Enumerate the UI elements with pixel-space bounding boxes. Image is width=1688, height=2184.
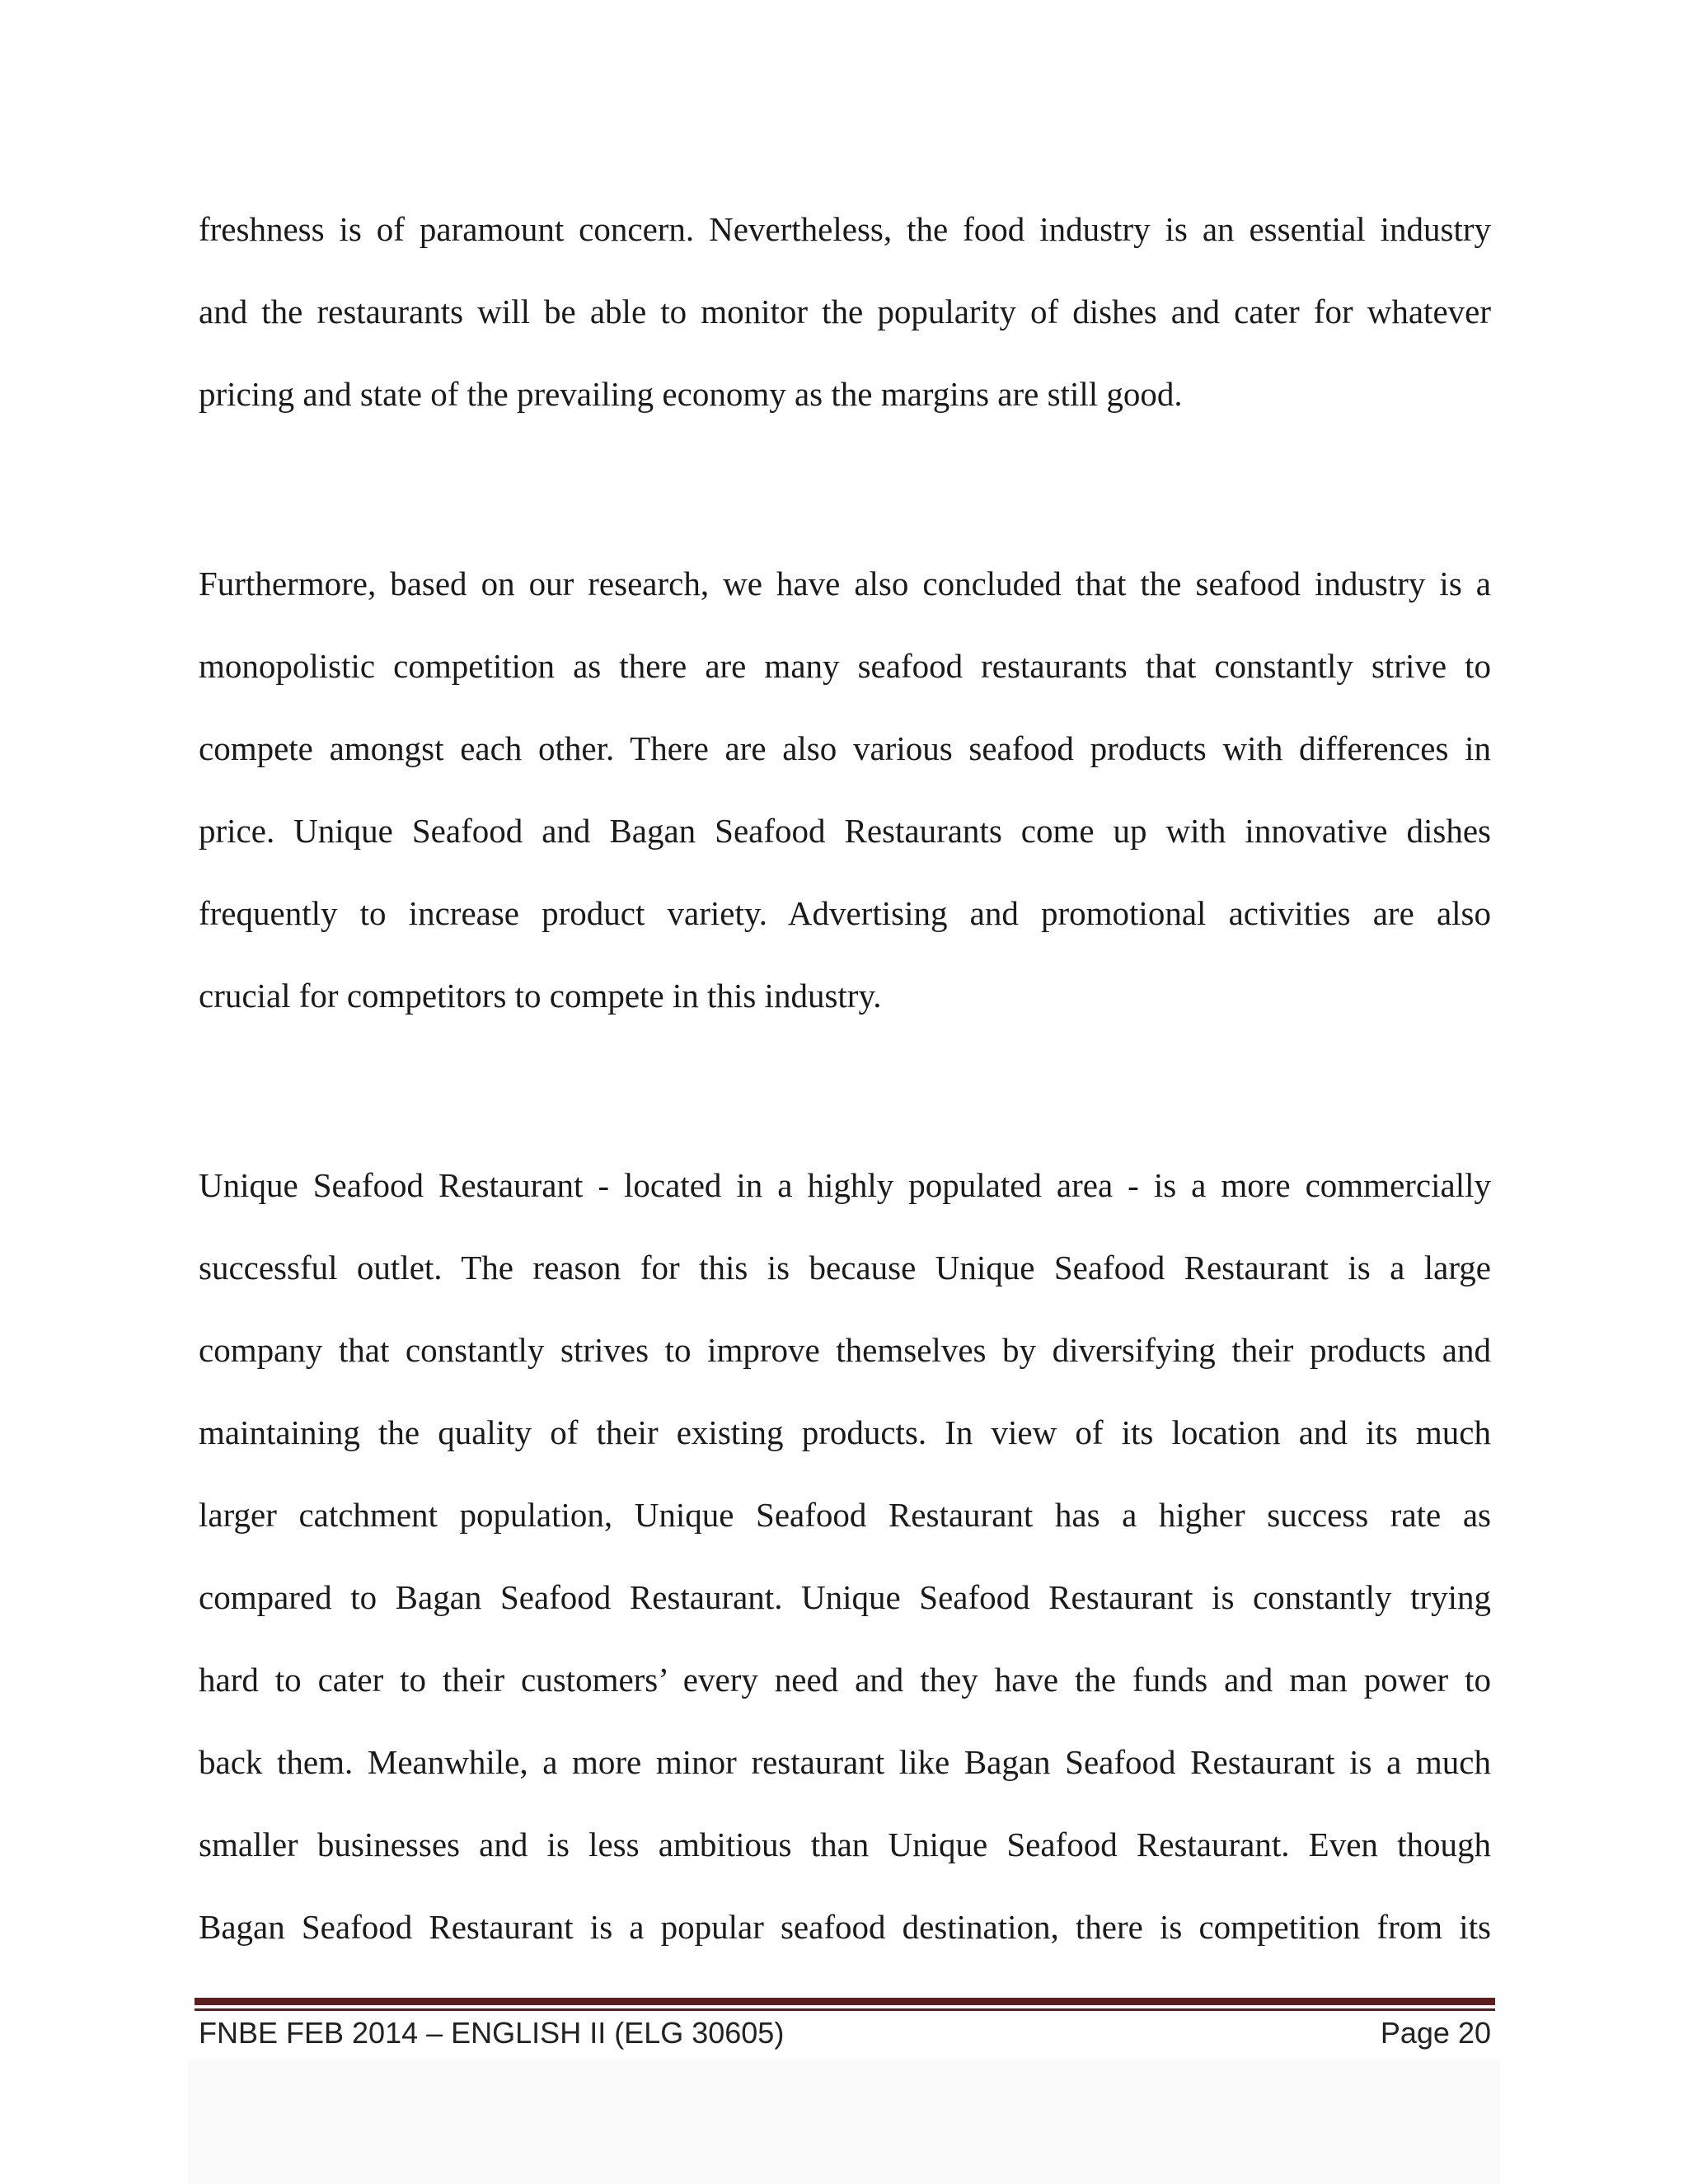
paragraph-line: smaller businesses and is less ambitious than Unique Seafood Restaurant. Even though — [199, 1825, 1491, 1863]
body-text — [199, 188, 1491, 1968]
paragraph-line: compete amongst each other. There are also various seafood products with differences in — [199, 729, 1491, 767]
paragraph-line: Bagan Seafood Restaurant is a popular seafood destination, there is competition from its — [199, 1908, 1491, 1946]
paragraph-line: crucial for competitors to compete in this industry. — [199, 977, 882, 1015]
footer-shade — [188, 2060, 1500, 2184]
paragraph-monopolistic-competition — [199, 542, 1491, 1037]
paragraph-unique-seafood — [199, 1144, 1491, 1968]
paragraph-line: and the restaurants will be able to monitor the popularity of dishes and cater for whatever — [199, 293, 1491, 330]
paragraph-line: price. Unique Seafood and Bagan Seafood Restaurants come up with innovative dishes — [199, 812, 1491, 850]
paragraph-line: company that constantly strives to improve themselves by diversifying their products and — [199, 1331, 1491, 1369]
paragraph-line: back them. Meanwhile, a more minor restaurant like Bagan Seafood Restaurant is a much — [199, 1743, 1491, 1781]
paragraph-spacer — [199, 1037, 1491, 1144]
paragraph-line: compared to Bagan Seafood Restaurant. Unique Seafood Restaurant is constantly trying — [199, 1578, 1491, 1616]
paragraph-line: hard to cater to their customers’ every need and they have the funds and man power to — [199, 1661, 1491, 1699]
paragraph-line: Furthermore, based on our research, we have also concluded that the seafood industry is a — [199, 565, 1491, 602]
paragraph-line: successful outlet. The reason for this is because Unique Seafood Restaurant is a large — [199, 1249, 1491, 1286]
paragraph-line: frequently to increase product variety. Advertising and promotional activities are also — [199, 894, 1491, 932]
paragraph-line: maintaining the quality of their existing products. In view of its location and its much — [199, 1413, 1491, 1451]
paragraph-line: monopolistic competition as there are many seafood restaurants that constantly strive to — [199, 647, 1491, 685]
paragraph-freshness — [199, 188, 1491, 435]
paragraph-line: pricing and state of the prevailing economy as the margins are still good. — [199, 375, 1183, 413]
footer-rule-thin — [195, 2008, 1495, 2011]
footer-course-label: FNBE FEB 2014 – ENGLISH II (ELG 30605) — [199, 2016, 785, 2050]
page-footer — [199, 2013, 1491, 2054]
paragraph-line: larger catchment population, Unique Seafood Restaurant has a higher success rate as — [199, 1496, 1491, 1534]
paragraph-line: freshness is of paramount concern. Nevertheless, the food industry is an essential industry — [199, 210, 1491, 248]
paragraph-line: Unique Seafood Restaurant - located in a highly populated area - is a more commercially — [199, 1166, 1491, 1204]
footer-page-number: Page 20 — [1380, 2016, 1491, 2050]
footer-rule — [195, 1998, 1495, 2005]
paragraph-spacer — [199, 435, 1491, 542]
